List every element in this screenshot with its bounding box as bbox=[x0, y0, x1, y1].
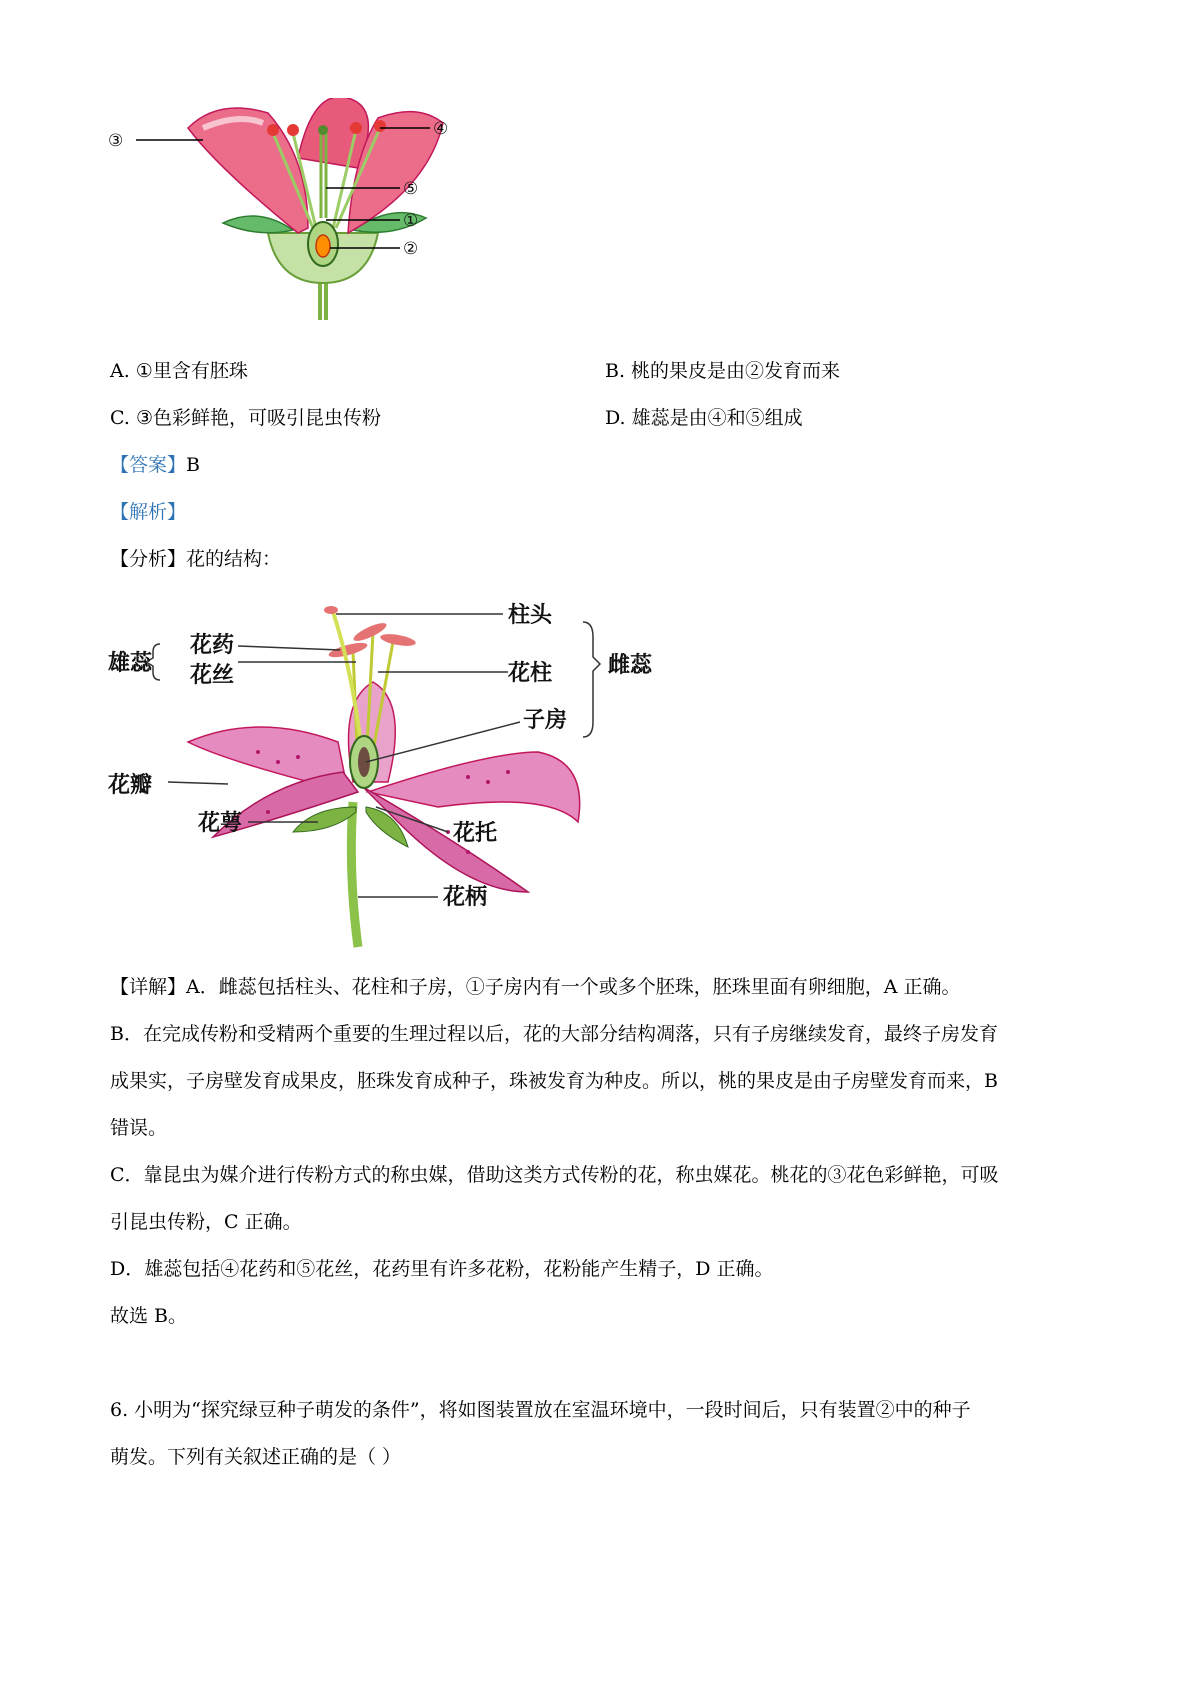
detail-line-8: 故选 B。 bbox=[110, 1305, 188, 1327]
peach-flower-diagram bbox=[108, 98, 508, 320]
answer-tag: 【答案】 bbox=[110, 454, 187, 476]
marker-3: ③ bbox=[108, 131, 124, 151]
label-zifang: 子房 bbox=[523, 708, 568, 733]
answer-line bbox=[110, 453, 200, 477]
label-huae: 花萼 bbox=[198, 811, 243, 836]
label-zhutou: 柱头 bbox=[508, 603, 553, 628]
detail-line-2: B．在完成传粉和受精两个重要的生理过程以后，花的大部分结构凋落，只有子房继续发育，最终子房发育 bbox=[110, 1023, 998, 1045]
label-cirui: 雌蕊 bbox=[608, 653, 653, 678]
marker-1: ① bbox=[403, 211, 419, 231]
label-huatuo: 花托 bbox=[453, 821, 498, 846]
label-huaban: 花瓣 bbox=[108, 773, 153, 798]
option-d: D. 雄蕊是由④和⑤组成 bbox=[605, 407, 803, 429]
detail-line-7: D．雄蕊包括④花药和⑤花丝，花药里有许多花粉，花粉能产生精子，D 正确。 bbox=[110, 1258, 774, 1280]
detail-line-6: 引昆虫传粉，C 正确。 bbox=[110, 1211, 302, 1233]
detail-line-1: 【详解】A．雌蕊包括柱头、花柱和子房，①子房内有一个或多个胚珠，胚珠里面有卵细胞，A 正确。 bbox=[110, 976, 961, 998]
marker-5: ⑤ bbox=[403, 179, 419, 199]
analysis-tag: 【解析】 bbox=[110, 501, 187, 523]
label-xiongrui: 雄蕊 bbox=[108, 651, 153, 676]
marker-4: ④ bbox=[433, 119, 449, 139]
question6-line-1: 6. 小明为“探究绿豆种子萌发的条件”，将如图装置放在室温环境中，一段时间后，只有装置②中的种子 bbox=[110, 1399, 971, 1421]
option-a: A. ①里含有胚珠 bbox=[110, 360, 248, 382]
label-huasi: 花丝 bbox=[190, 663, 235, 688]
question6-line-2: 萌发。下列有关叙述正确的是（ ） bbox=[110, 1446, 402, 1468]
detail-line-5: C．靠昆虫为媒介进行传粉方式的称虫媒，借助这类方式传粉的花，称虫媒花。桃花的③花色彩鲜艳，可吸 bbox=[110, 1164, 999, 1186]
label-huabing: 花柄 bbox=[443, 885, 488, 910]
detail-line-4: 错误。 bbox=[110, 1117, 168, 1139]
flower-structure-diagram bbox=[108, 592, 668, 952]
label-huayao: 花药 bbox=[190, 633, 235, 658]
analysis-intro: 【分析】花的结构： bbox=[110, 548, 282, 570]
answer-value: B bbox=[186, 454, 200, 476]
option-b: B. 桃的果皮是由②发育而来 bbox=[605, 360, 841, 382]
detail-line-3: 成果实，子房壁发育成果皮，胚珠发育成种子，珠被发育为种皮。所以，桃的果皮是由子房壁发育而来，B bbox=[110, 1070, 998, 1092]
label-huazhu: 花柱 bbox=[508, 661, 553, 686]
option-c: C. ③色彩鲜艳，可吸引昆虫传粉 bbox=[110, 407, 381, 429]
marker-2: ② bbox=[403, 239, 419, 259]
